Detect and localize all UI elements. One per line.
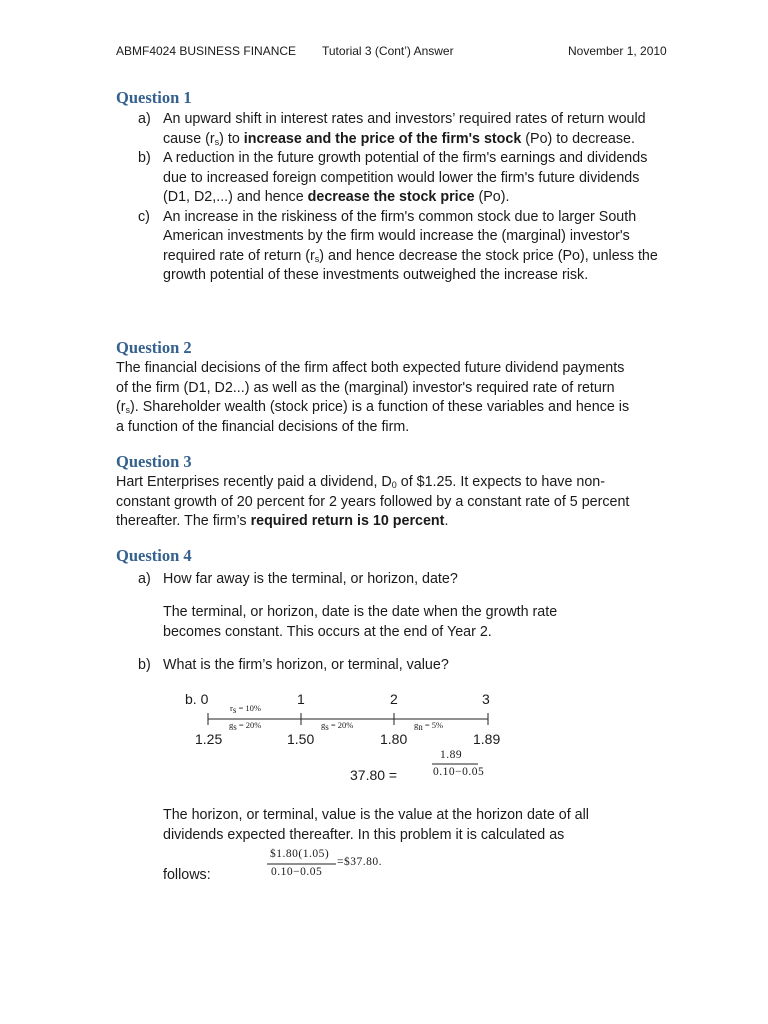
timeline-period-label: 2 xyxy=(390,691,398,707)
list-marker: b) xyxy=(138,150,151,166)
question-2-heading: Question 2 xyxy=(116,338,192,357)
terminal-value-numerator: 1.89 xyxy=(440,749,463,761)
cash-flow-value: 1.80 xyxy=(380,731,408,747)
question-3-heading: Question 3 xyxy=(116,452,192,471)
list-item: b) A reduction in the future growth potential of the firm's earnings and dividends due to increased foreign competition would lower the firm's future dividends (D1, D2,...) and hence decrease the stock price (Po). xyxy=(138,150,648,205)
question-2-text: The financial decisions of the firm affect both expected future dividend payments of the firm (D1, D2...) as well as the (marginal) investor's required rate of return $(r_s)$. Shareholder wealth (stock price) is a function of these variables and hence is a function of the financial decisions of the firm. xyxy=(116,360,630,435)
question-4a-answer: The terminal, or horizon, date is the date when the growth rate becomes constant. This occurs at the end of Year 2. xyxy=(163,604,558,640)
required-return-label: $r_s = 10\%$ xyxy=(230,703,261,715)
formula-numerator: $1.80(1.05) xyxy=(270,848,330,860)
terminal-value-denominator: 0.10−0.05 xyxy=(433,766,485,778)
cash-flow-value: 1.25 xyxy=(195,731,223,747)
list-item: a) An upward shift in interest rates and investors’ required rates of return would cause $(r_s)$ to increase and the price of the firm's stock (Po) to decrease. xyxy=(138,111,646,147)
cash-flow-value: 1.89 xyxy=(473,731,501,747)
timeline-period-label: b. 0 xyxy=(185,691,209,707)
formula-result: =$37.80. xyxy=(337,856,382,868)
list-marker: c) xyxy=(138,208,150,225)
cash-flow-value: 1.50 xyxy=(287,731,315,747)
header-date: November 1, 2010 xyxy=(568,44,667,58)
question-4-heading: Question 4 xyxy=(116,546,192,565)
growth-rate-label: $g_n = 5\%$ xyxy=(414,720,444,732)
header-course: ABMF4024 BUSINESS FINANCE xyxy=(116,44,297,58)
growth-rate-label: $g_s = 20\%$ xyxy=(229,720,262,732)
question-3-text: Hart Enterprises recently paid a dividend, $D_0$ of $1.25. It expects to have non-constant growth of 20 percent for 2 years followed by a constant rate of 5 percent thereafter. The firm’s required return is 10 percent. xyxy=(116,474,630,529)
list-item: a) How far away is the terminal, or horizon, date? xyxy=(138,570,658,590)
timeline-period-label: 3 xyxy=(482,691,490,707)
question-4b-follows: follows: xyxy=(163,867,211,883)
list-marker: a) xyxy=(138,111,151,127)
growth-rate-label: $g_s = 20\%$ xyxy=(321,720,354,732)
list-marker: b) xyxy=(138,657,151,673)
list-item: c) An increase in the riskiness of the firm's common stock due to larger South American investments by the firm would increase the (marginal) investor's required rate of return $(r_s)$ and hence decrease the stock price (Po), unless the growth potential of these investments outweighed the increase risk. xyxy=(138,208,658,283)
formula-denominator: 0.10−0.05 xyxy=(271,866,323,878)
question-4b-answer: The horizon, or terminal, value is the value at the horizon date of all dividends expected thereafter. In this problem it is calculated as xyxy=(163,807,589,843)
list-marker: a) xyxy=(138,571,151,587)
terminal-value-label: 37.80 = xyxy=(350,767,398,783)
list-item: b) What is the firm’s horizon, or terminal, value? xyxy=(138,656,658,676)
timeline-period-label: 1 xyxy=(297,691,305,707)
header-tutorial: Tutorial 3 (Cont’) Answer xyxy=(322,44,454,58)
question-1-heading: Question 1 xyxy=(116,88,192,107)
